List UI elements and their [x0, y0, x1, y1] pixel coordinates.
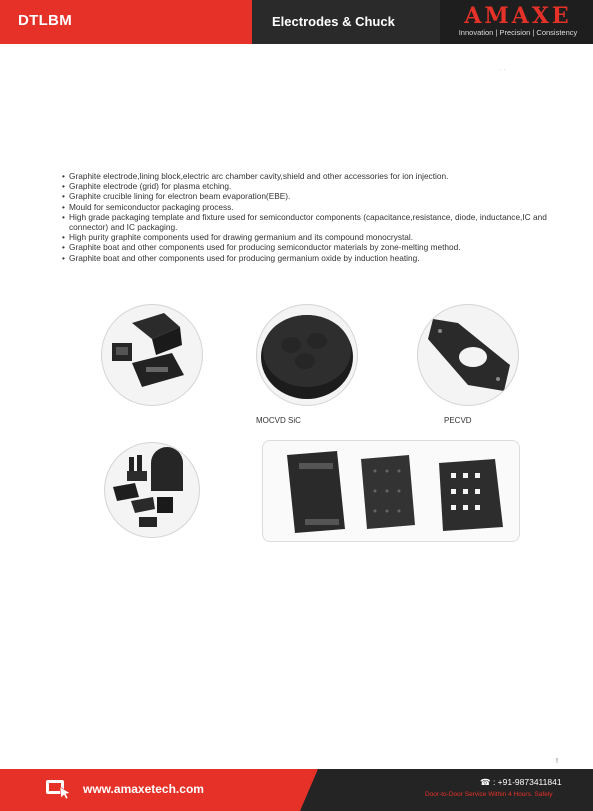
list-item: • Graphite boat and other components used for producing germanium oxide by induction heating. — [62, 253, 552, 263]
list-item: • Graphite electrode (grid) for plasma etching. — [62, 181, 552, 191]
section-title: Electrodes & Chuck — [272, 14, 395, 29]
logo-tagline: Innovation | Precision | Consistency — [458, 28, 578, 37]
decorative-mark: · · — [500, 67, 506, 73]
list-item: • Mould for semiconductor packaging process. — [62, 202, 552, 212]
graphite-plates-image — [262, 440, 520, 542]
list-item: • Graphite boat and other components used for producing semiconductor materials by zone-melting method. — [62, 242, 552, 252]
list-item: • High purity graphite components used for drawing germanium and its compound monocrystal. — [62, 232, 552, 242]
graphite-parts-image — [101, 304, 203, 406]
caption-pecvd: PECVD — [444, 416, 472, 425]
phone-number: ☎ : +91-9873411841 — [480, 777, 562, 787]
list-item: • Graphite crucible lining for electron beam evaporation(EBE). — [62, 191, 552, 201]
logo-wordmark: AMAXE — [464, 3, 572, 29]
application-list — [62, 171, 552, 263]
service-tagline: Door-to-Door Service Within 4 Hours. Safely — [425, 791, 553, 798]
list-item: • High grade packaging template and fixture used for semiconductor components (capacitance,resistance, diode, inductance,IC and connector) and IC packaging. — [62, 212, 552, 232]
website-link[interactable]: www.amaxetech.com — [83, 782, 204, 796]
mocvd-disc-image — [256, 304, 358, 406]
footer-dark-band — [300, 769, 593, 811]
list-item: • Graphite electrode,lining block,electric arc chamber cavity,shield and other accessories for ion injection. — [62, 171, 552, 181]
web-pointer-icon — [44, 778, 72, 800]
crucible-parts-image — [104, 442, 200, 538]
header-separator — [232, 0, 252, 44]
footer-separator — [300, 769, 318, 811]
caption-mocvd: MOCVD SiC — [256, 416, 301, 425]
pecvd-plate-image — [417, 304, 519, 406]
brand-name: DTLBM — [18, 12, 72, 29]
decorative-mark: ! — [556, 758, 558, 765]
phone-icon: ☎ — [480, 777, 493, 787]
